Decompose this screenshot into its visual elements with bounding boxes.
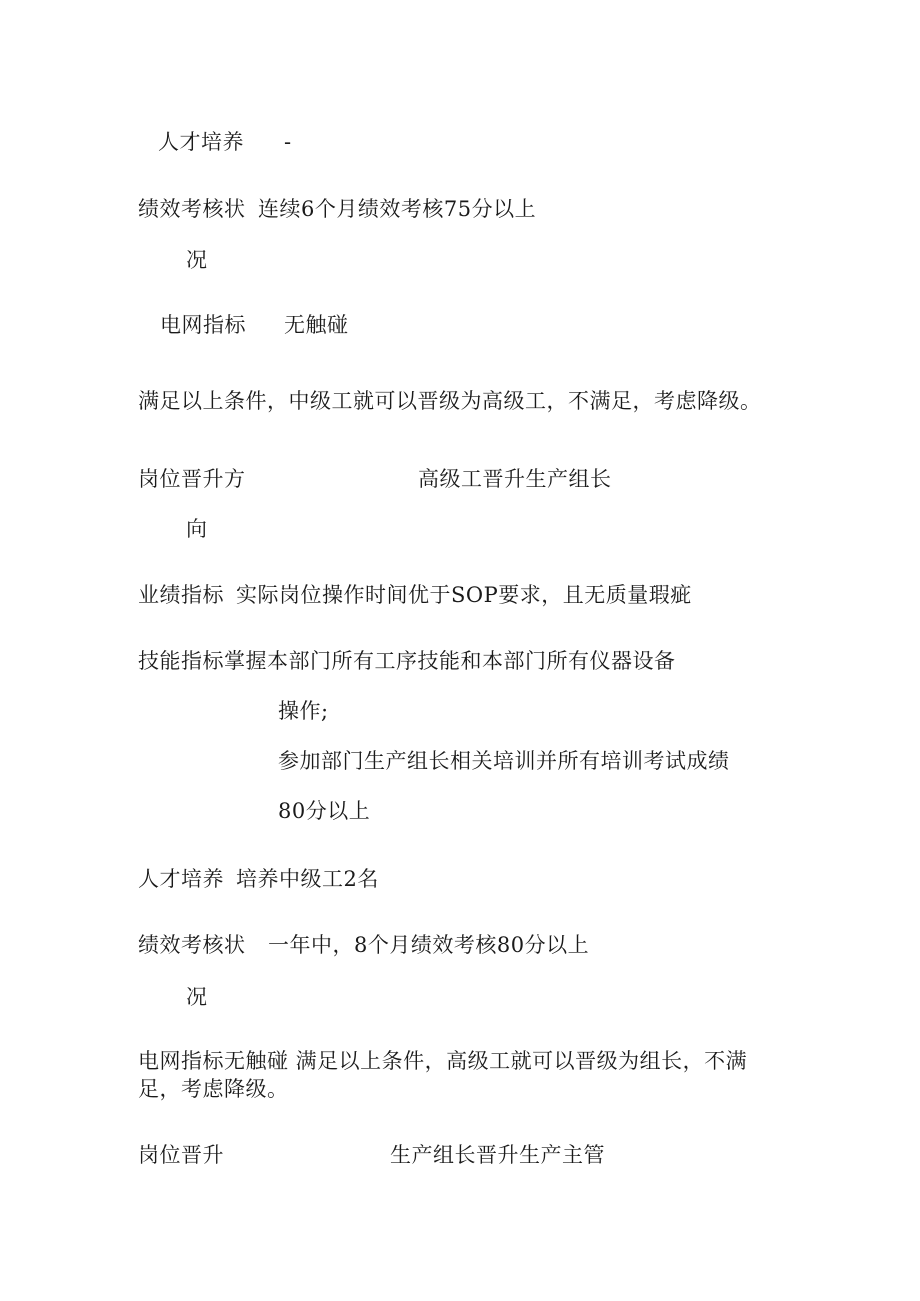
skill-line-3: 80分以上 <box>278 799 371 823</box>
label-talent-1: 人才培养 <box>158 130 244 154</box>
value-promotion: 生产组长晋升生产主管 <box>390 1143 605 1167</box>
label-performance-2: 绩效考核状 <box>138 933 246 957</box>
value-performance-1: 连续6个月绩效考核75分以上 <box>258 197 537 221</box>
label-performance-2-cont: 况 <box>186 985 208 1009</box>
skill-line-2: 参加部门生产组长相关培训并所有培训考试成绩 <box>278 749 730 773</box>
value-promotion-direction: 高级工晋升生产组长 <box>418 467 612 491</box>
label-talent-2: 人才培养 <box>138 867 224 891</box>
paragraph-promotion-rule-1: 满足以上条件，中级工就可以晋级为高级工，不满足，考虑降级。 <box>138 389 762 413</box>
label-grid-1: 电网指标 <box>160 313 246 337</box>
label-promotion-direction-cont: 向 <box>186 517 208 541</box>
value-achievement: 实际岗位操作时间优于SOP要求，且无质量瑕疵 <box>236 583 692 607</box>
paragraph-promotion-rule-2b: 足，考虑降级。 <box>138 1077 289 1101</box>
paragraph-skill: 技能指标掌握本部门所有工序技能和本部门所有仪器设备 <box>138 649 676 673</box>
label-performance-1-cont: 况 <box>186 248 208 272</box>
value-talent-1: - <box>284 130 292 154</box>
label-promotion: 岗位晋升 <box>138 1143 224 1167</box>
label-performance-1: 绩效考核状 <box>138 197 246 221</box>
label-promotion-direction: 岗位晋升方 <box>138 467 246 491</box>
skill-line-1: 操作; <box>278 699 329 723</box>
value-talent-2: 培养中级工2名 <box>236 867 379 891</box>
value-performance-2: 一年中，8个月绩效考核80分以上 <box>268 933 590 957</box>
value-grid-1: 无触碰 <box>284 313 349 337</box>
paragraph-promotion-rule-2a: 电网指标无触碰 满足以上条件，高级工就可以晋级为组长，不满 <box>138 1049 748 1073</box>
label-achievement: 业绩指标 <box>138 583 224 607</box>
